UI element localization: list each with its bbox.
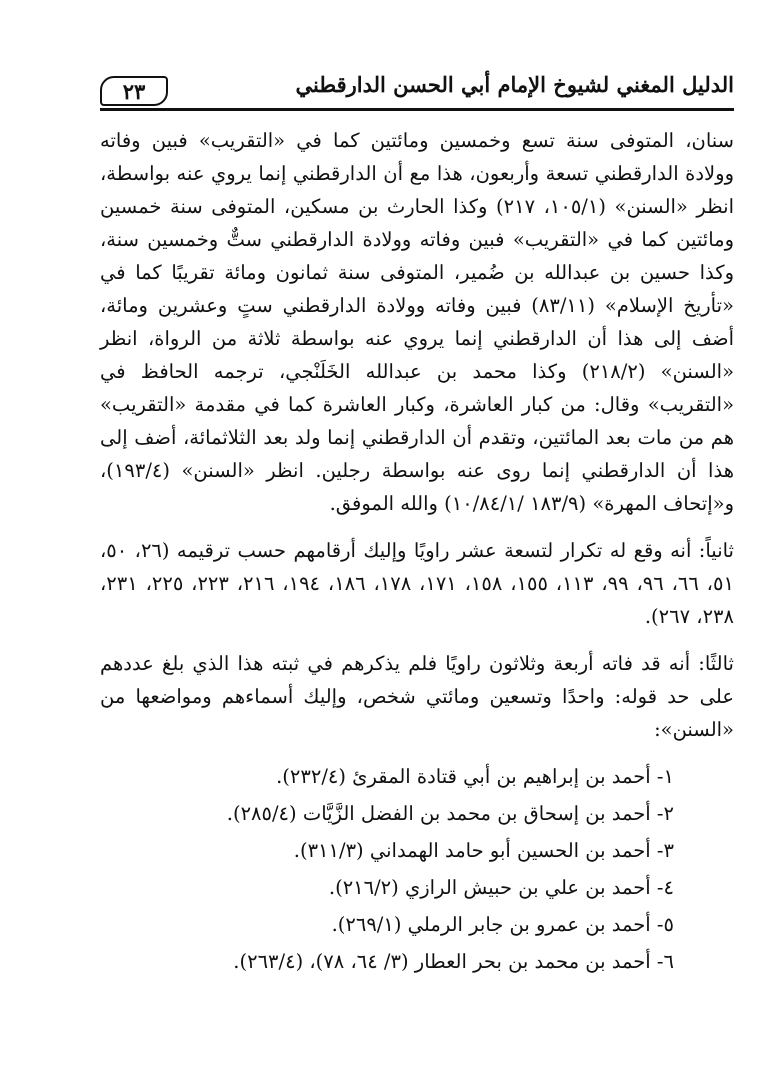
list-item: ٦- أحمد بن محمد بن بحر العطار (٣/ ٦٤، ٧٨)، (٢٦٣/٤).	[233, 950, 674, 973]
list-item: ٢- أحمد بن إسحاق بن محمد بن الفضل الزَّيَّات (٢٨٥/٤).	[226, 802, 674, 825]
list-item: ١- أحمد بن إبراهيم بن أبي قتادة المقرئ (٢٣٢/٤).	[276, 765, 674, 788]
running-title: الدليل المغني لشيوخ الإمام أبي الحسن الدارقطني	[295, 72, 734, 97]
paragraph-second-point: ثانياً: أنه وقع له تكرار لتسعة عشر راويًا وإليك أرقامهم حسب ترقيمه (٢٦، ٥٠، ٥١، ٦٦، ٩٦، ٩٩، ١١٣، ١٥٥، ١٥٨، ١٧١، ١٧٨، ١٨٦، ١٩٤، ٢١٦، ٢٢٣، ٢٢٥، ٢٣١، ٢٣٨، ٢٦٧).	[100, 539, 734, 628]
list-item: ٤- أحمد بن علي بن حبيش الرازي (٢١٦/٢).	[328, 876, 674, 899]
paragraph-footnote-continuation: سنان، المتوفى سنة تسع وخمسين ومائتين كما في «التقريب» فبين وفاته وولادة الدارقطني تسعة وأربعون، هذا مع أن الدارقطني إنما يروي عنه بواسطة، انظر «السنن» (١٠٥/١، ٢١٧) وكذا الحارث بن مسكين، المتوفى سنة خمسين ومائتين كما في «التقريب» فبين وفاته وولادة الدارقطني ستٌّ وخمسين سنة، وكذا حسين بن عبدالله بن ضُمير، المتوفى سنة ثمانون ومائة تقريبًا كما في «تأريخ الإسلام» (٨٣/١١) فبين وفاته وولادة الدارقطني ستٍ وعشرين ومائة، أضف إلى هذا أن الدارقطني إنما يروي عنه بواسطة ثلاثة من الرواة، انظر «السنن» (٢١٨/٢) وكذا محمد بن عبدالله الخَلَنْجي، ترجمه الحافظ في «التقريب» وقال: من كبار العاشرة، وكبار العاشرة كما في مقدمة «التقريب» هم من مات بعد المائتين، وتقدم أن الدارقطني إنما ولد بعد الثلاثمائة، أضف إلى هذا أن الدارقطني إنما روى عنه بواسطة رجلين. انظر «السنن» (١٩٣/٤)، و«إتحاف المهرة» (١٨٣/٩ /١٠/٨٤/١) والله الموفق.	[100, 129, 734, 515]
header-rule	[100, 108, 734, 111]
list-item: ٣- أحمد بن الحسين أبو حامد الهمداني (٣١١/٣).	[293, 839, 674, 862]
page-number: ٢٣	[100, 76, 168, 106]
page-body	[100, 124, 734, 980]
page-header	[100, 72, 734, 112]
list-item: ٥- أحمد بن عمرو بن جابر الرملي (٢٦٩/١).	[331, 913, 674, 936]
paragraph-third-point: ثالثًا: أنه قد فاته أربعة وثلاثون راويًا فلم يذكرهم في ثبته هذا الذي بلغ عددهم على حد قوله: واحدًا وتسعين ومائتي شخص، وإليك أسماءهم ومواضعها من «السنن»:	[100, 652, 734, 741]
narrators-list	[100, 758, 734, 980]
